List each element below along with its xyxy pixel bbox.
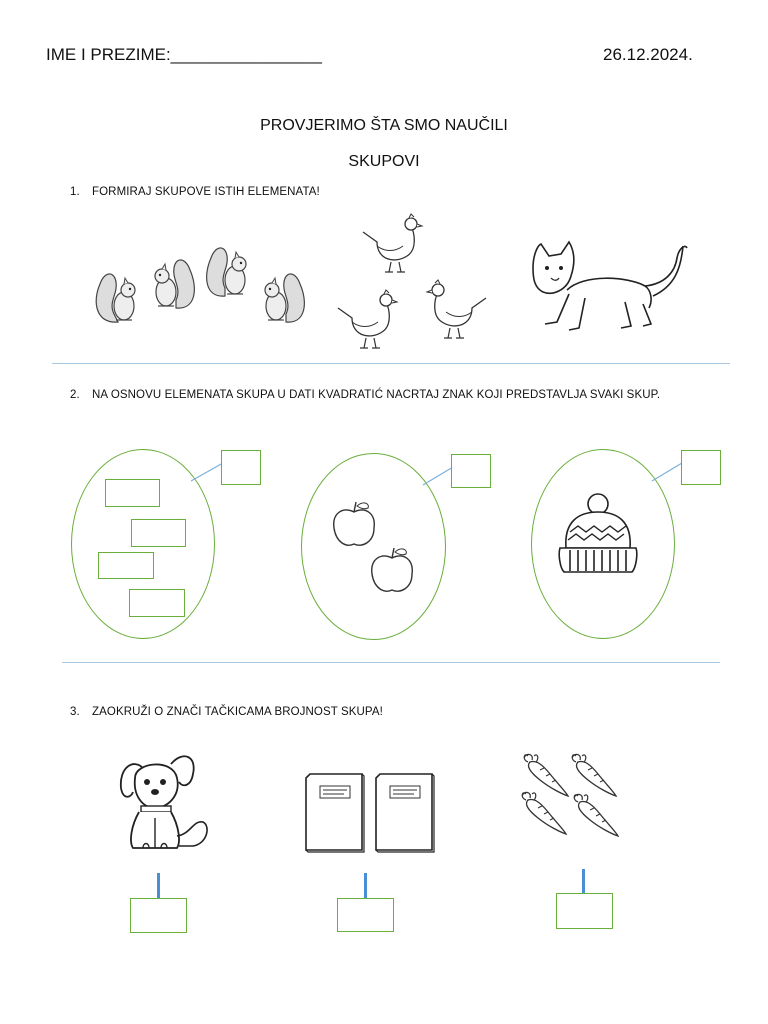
connector-line <box>190 462 224 482</box>
squirrel-icon <box>90 262 140 327</box>
pointer-stem <box>157 873 160 899</box>
cat-icon <box>527 238 692 334</box>
carrot-icon <box>570 792 622 840</box>
task-3 <box>70 706 383 718</box>
pointer-stem <box>582 869 585 894</box>
empty-element-box <box>105 479 160 507</box>
task-1 <box>70 186 320 198</box>
hen-icon <box>330 288 400 352</box>
section-divider <box>52 363 730 364</box>
carrot-icon <box>518 790 570 838</box>
notebook-icon <box>302 770 366 854</box>
connector-line <box>422 466 454 486</box>
winter-hat-icon <box>556 492 640 578</box>
page-subtitle: SKUPOVI <box>348 153 420 170</box>
squirrel-icon <box>258 262 308 327</box>
symbol-box[interactable] <box>681 450 721 485</box>
task-2 <box>70 389 660 401</box>
page-title: PROVJERIMO ŠTA SMO NAUČILI <box>260 117 508 134</box>
notebook-icon <box>372 770 436 854</box>
name-label: IME I PREZIME:________________ <box>46 45 322 64</box>
symbol-box[interactable] <box>451 454 491 488</box>
task-2-text: NA OSNOVU ELEMENATA SKUPA U DATI KVADRATIĆ NACRTAJ ZNAK KOJI PREDSTAVLJA SVAKI SKUP. <box>92 389 661 401</box>
hen-icon <box>355 212 425 276</box>
squirrel-icon <box>148 248 198 313</box>
apple-icon <box>368 546 416 596</box>
empty-element-box <box>131 519 186 547</box>
squirrel-icon <box>203 236 253 301</box>
apple-icon <box>330 500 378 550</box>
task-2-number: 2. <box>70 389 80 401</box>
empty-element-box <box>129 589 185 617</box>
answer-box[interactable] <box>337 898 394 932</box>
answer-box[interactable] <box>130 898 187 933</box>
task-1-text: FORMIRAJ SKUPOVE ISTIH ELEMENATA! <box>92 186 320 198</box>
empty-element-box <box>98 552 154 579</box>
date: 26.12.2024. <box>603 45 693 64</box>
hen-icon <box>424 278 494 342</box>
puppy-icon <box>113 748 217 856</box>
symbol-box[interactable] <box>221 450 261 485</box>
pointer-stem <box>364 873 367 899</box>
task-3-text: ZAOKRUŽI O ZNAČI TAČKICAMA BROJNOST SKUPA! <box>92 706 383 718</box>
task-3-number: 3. <box>70 706 80 718</box>
task-1-number: 1. <box>70 186 80 198</box>
connector-line <box>651 462 683 482</box>
answer-box[interactable] <box>556 893 613 929</box>
section-divider <box>62 662 720 663</box>
